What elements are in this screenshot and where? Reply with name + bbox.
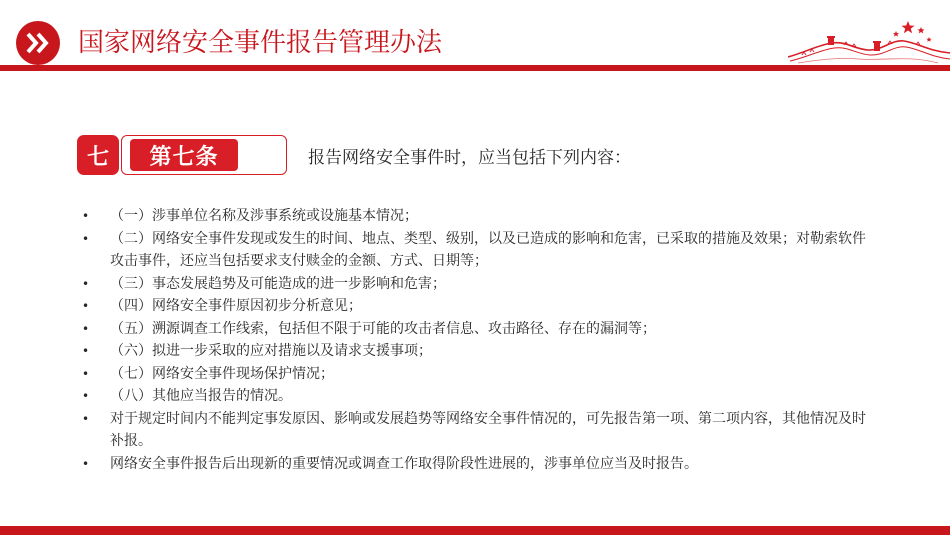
great-wall-with-stars-icon	[788, 17, 950, 65]
article-title: 第七条	[130, 139, 238, 171]
article-number-badge: 七	[77, 135, 119, 175]
clause-text: （六）拟进一步采取的应对措施以及请求支援事项；	[110, 343, 432, 359]
bullet-icon: •	[82, 276, 90, 291]
list-item	[80, 295, 870, 318]
list-item	[80, 205, 870, 228]
bullet-icon: •	[82, 321, 90, 336]
list-item	[80, 318, 870, 341]
double-chevron-right-icon-graphic	[25, 32, 51, 54]
clause-text: （八）其他应当报告的情况。	[110, 388, 292, 404]
list-item	[80, 408, 870, 453]
bullet-icon: •	[82, 231, 90, 246]
header-divider	[0, 65, 950, 71]
clause-text: （七）网络安全事件现场保护情况；	[110, 365, 334, 382]
article-title-frame	[121, 135, 287, 175]
clause-text: （五）溯源调查工作线索，包括但不限于可能的攻击者信息、攻击路径、存在的漏洞等；	[110, 320, 656, 337]
bullet-icon: •	[82, 209, 90, 223]
list-item	[80, 340, 870, 363]
bullet-icon: •	[82, 366, 90, 381]
bullet-icon: •	[82, 299, 90, 313]
article-badge	[77, 135, 287, 175]
clause-text: 网络安全事件报告后出现新的重要情况或调查工作取得阶段性进展的，涉事单位应当及时报告。	[110, 455, 698, 472]
bullet-icon: •	[82, 344, 90, 358]
page-title: 国家网络安全事件报告管理办法	[78, 28, 443, 58]
clause-text: （三）事态发展趋势及可能造成的进一步影响和危害；	[110, 275, 446, 292]
bullet-icon: •	[82, 456, 90, 471]
bullet-icon: •	[82, 389, 90, 403]
footer-divider	[0, 526, 950, 535]
double-chevron-right-icon	[16, 21, 60, 65]
list-item	[80, 228, 870, 273]
clause-text: 对于规定时间内不能判定事发原因、影响或发展趋势等网络安全事件情况的，可先报告第一项、第二项内容，其他情况及时补报。	[110, 410, 866, 449]
article-intro: 报告网络安全事件时，应当包括下列内容：	[308, 148, 631, 168]
header	[0, 0, 950, 72]
list-item	[80, 385, 870, 408]
clause-text: （一）涉事单位名称及涉事系统或设施基本情况；	[110, 208, 418, 224]
list-item	[80, 273, 870, 296]
clause-text: （二）网络安全事件发现或发生的时间、地点、类型、级别，以及已造成的影响和危害，已采取的措施及效果；对勒索软件攻击事件，还应当包括要求支付赎金的金额、方式、日期等；	[110, 230, 866, 269]
list-item	[80, 453, 870, 476]
list-item	[80, 363, 870, 386]
clause-list	[80, 205, 870, 475]
clause-text: （四）网络安全事件原因初步分析意见；	[110, 298, 362, 314]
bullet-icon: •	[82, 411, 90, 426]
